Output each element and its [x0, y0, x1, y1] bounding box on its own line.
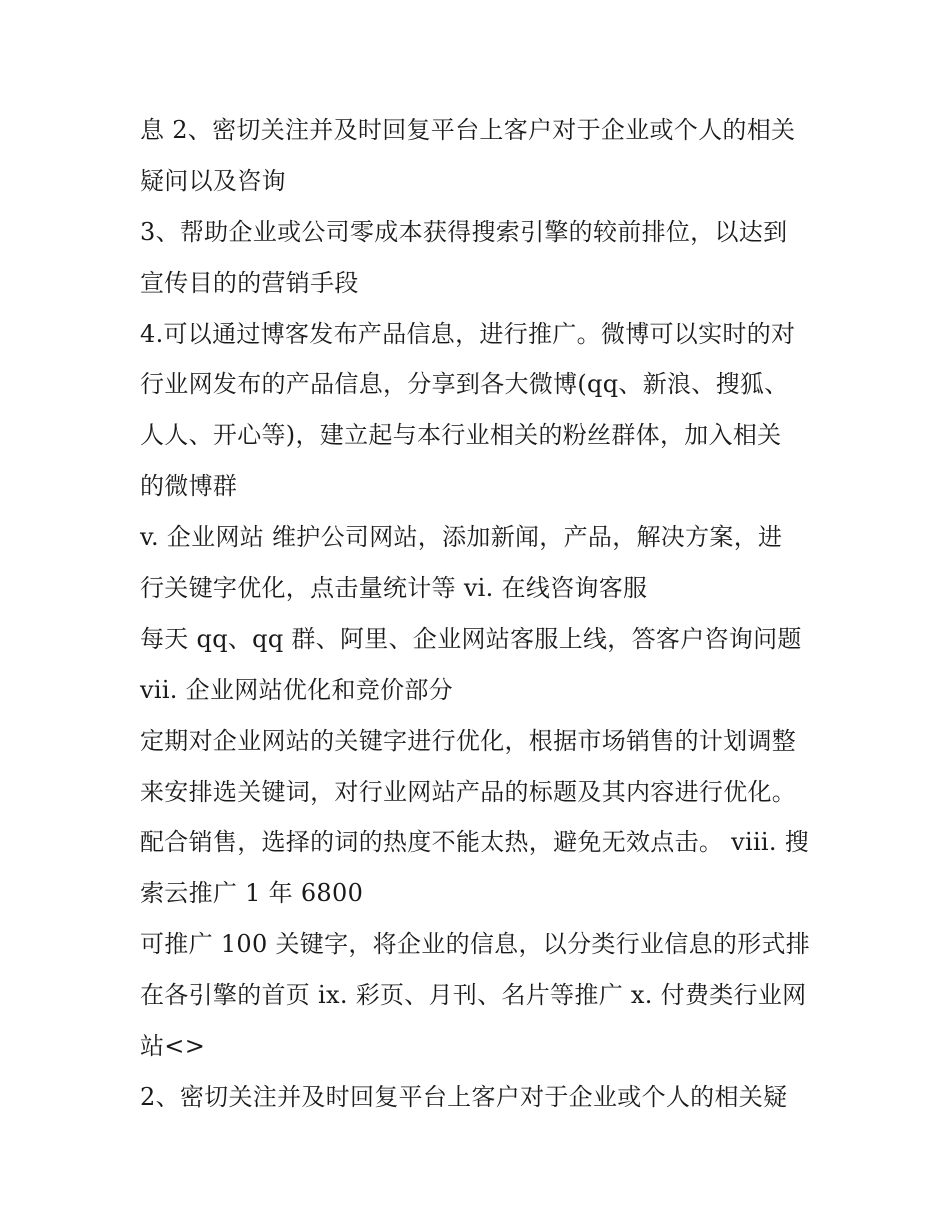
- text-line: 索云推广 1 年 6800: [140, 879, 364, 908]
- text-line: 定期对企业网站的关键字进行优化，根据市场销售的计划调整: [140, 726, 797, 755]
- document-body: [140, 105, 830, 1123]
- text-line: 2、密切关注并及时回复平台上客户对于企业或个人的相关疑: [140, 1082, 788, 1111]
- text-line: 4.可以通过博客发布产品信息，进行推广。微博可以实时的对: [140, 319, 796, 348]
- text-line: 站<>: [140, 1032, 206, 1061]
- text-line: 在各引擎的首页 ix. 彩页、月刊、名片等推广 x. 付费类行业网: [140, 981, 807, 1010]
- text-line: v. 企业网站 维护公司网站，添加新闻，产品，解决方案，进: [140, 523, 783, 552]
- text-line: 行业网发布的产品信息，分享到各大微博(qq、新浪、搜狐、: [140, 370, 789, 399]
- text-line: 3、帮助企业或公司零成本获得搜索引擎的较前排位，以达到: [140, 217, 788, 246]
- text-line: vii. 企业网站优化和竞价部分: [140, 675, 453, 704]
- text-line: 宣传目的的营销手段: [140, 268, 359, 297]
- text-line: 每天 qq、qq 群、阿里、企业网站客服上线，答客户咨询问题: [140, 624, 802, 653]
- text-line: 行关键字优化，点击量统计等 vi. 在线咨询客服: [140, 574, 648, 603]
- text-line: 人人、开心等)，建立起与本行业相关的粉丝群体，加入相关: [140, 421, 782, 450]
- text-line: 的微博群: [140, 472, 238, 501]
- text-line: 可推广 100 关键字，将企业的信息，以分类行业信息的形式排: [140, 930, 811, 959]
- text-line: 来安排选关键词，对行业网站产品的标题及其内容进行优化。: [140, 777, 797, 806]
- text-line: 疑问以及咨询: [140, 166, 286, 195]
- text-line: 配合销售，选择的词的热度不能太热，避免无效点击。 viii. 搜: [140, 828, 810, 857]
- text-line: 息 2、密切关注并及时回复平台上客户对于企业或个人的相关: [140, 116, 796, 144]
